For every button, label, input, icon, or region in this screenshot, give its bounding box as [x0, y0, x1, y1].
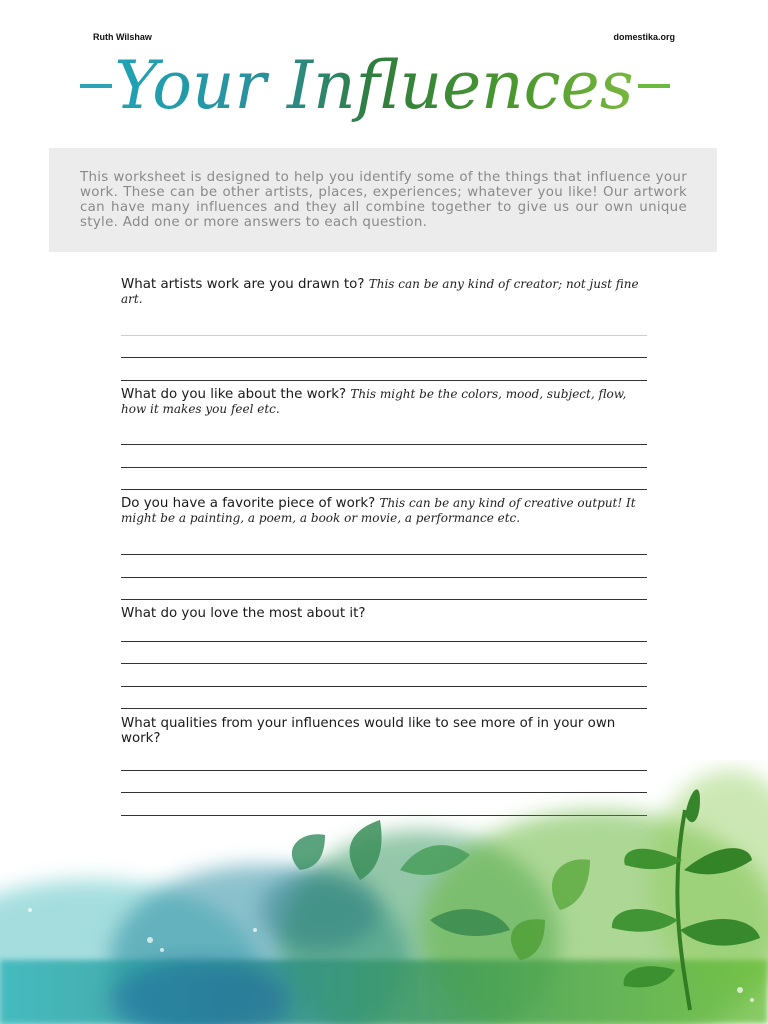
intro-text: This worksheet is designed to help you identify some of the things that influence your work. These can be other artists, places, experiences; whatever you like! Our artwork can have many influences and they all combine together to give us our own unique style. Add one or more answers to each question. — [80, 170, 687, 230]
answer-line[interactable] — [121, 489, 647, 490]
answer-line[interactable] — [121, 577, 647, 578]
question-hint: This might be the colors, mood, subject, flow, how it makes you feel etc. — [121, 387, 627, 416]
author-name: Ruth Wilshaw — [93, 32, 152, 42]
question-hint: This can be any kind of creative output! It might be a painting, a poem, a book or movie, a performance etc. — [121, 496, 636, 525]
page-title — [0, 42, 768, 138]
answer-line[interactable] — [121, 554, 647, 555]
watercolor-foliage-decoration — [0, 760, 768, 1024]
answer-line[interactable] — [121, 380, 647, 381]
answer-line[interactable] — [121, 444, 647, 445]
title-text: Your Influences — [114, 47, 634, 124]
question-text: What qualities from your influences would like to see more of in your own work? — [121, 716, 616, 746]
answer-line[interactable] — [121, 708, 647, 709]
question-5 — [121, 716, 647, 746]
answer-line[interactable] — [121, 599, 647, 600]
question-2 — [121, 387, 647, 417]
answer-line[interactable] — [121, 641, 647, 642]
intro-box — [49, 148, 717, 252]
question-text: What artists work are you drawn to? — [121, 277, 369, 292]
question-text: Do you have a favorite piece of work? — [121, 496, 380, 511]
question-text: What do you like about the work? — [121, 387, 351, 402]
question-3 — [121, 496, 647, 526]
answer-line[interactable] — [121, 467, 647, 468]
answer-line[interactable] — [121, 686, 647, 687]
question-1 — [121, 277, 647, 307]
site-url: domestika.org — [613, 32, 675, 42]
answer-line[interactable] — [121, 663, 647, 664]
title-dash-left — [80, 84, 112, 88]
question-hint: This can be any kind of creator; not just fine art. — [121, 277, 639, 306]
question-text: What do you love the most about it? — [121, 606, 366, 621]
answer-line[interactable] — [121, 357, 647, 358]
answer-line[interactable] — [121, 335, 647, 336]
title-dash-right — [638, 84, 670, 88]
question-4 — [121, 606, 647, 621]
